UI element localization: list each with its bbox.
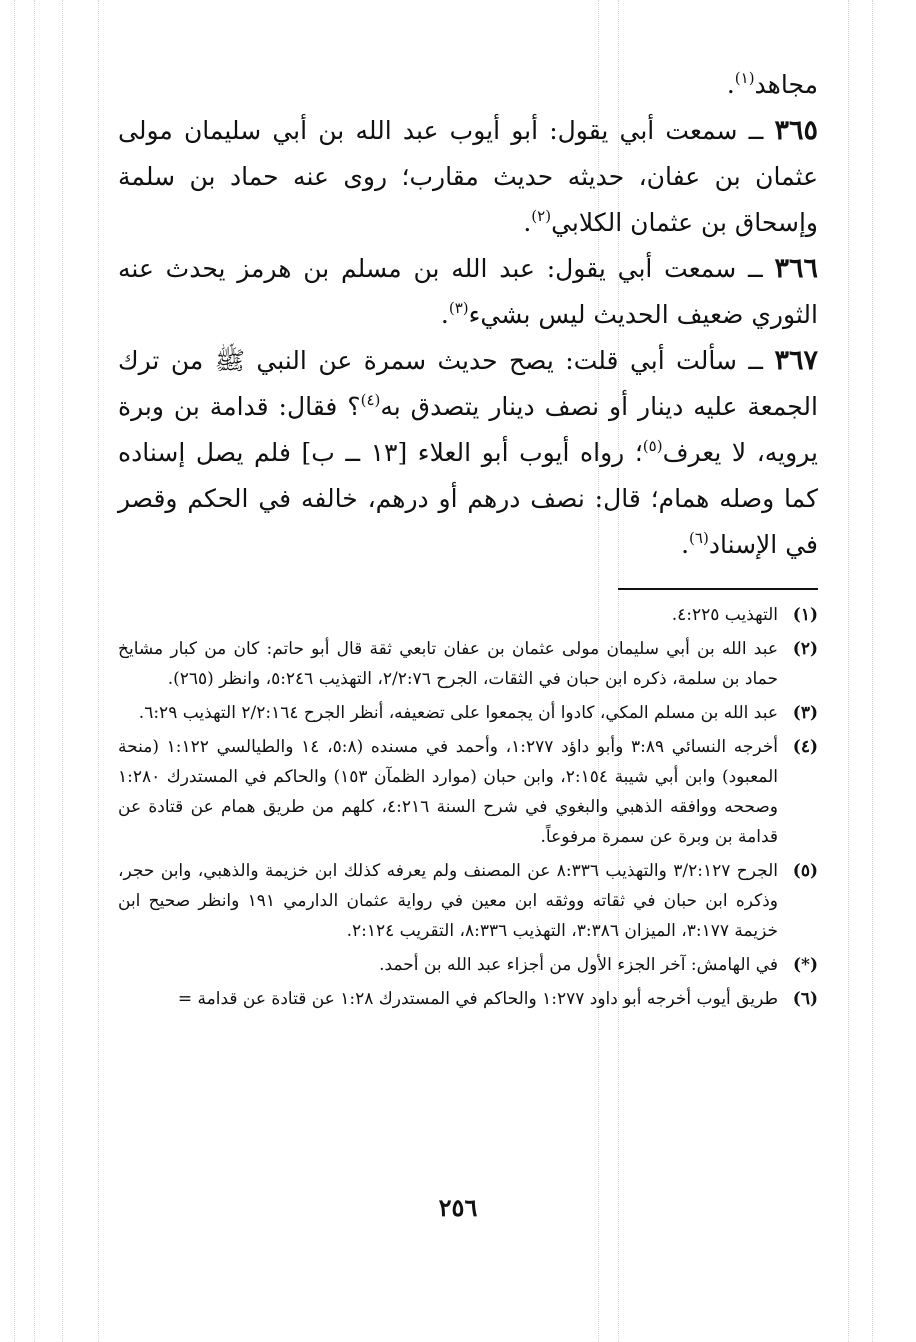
- footnote-mark: (٦): [792, 989, 818, 1009]
- entry-text: ــ سمعت أبي يقول: أبو أيوب عبد الله بن أبي سليمان مولى عثمان بن عفان، حديثه حديث مقارب؛ روى عنه حماد بن سلمة وإسحاق بن عثمان الكلابي: [118, 116, 818, 237]
- footnote-text: في الهامش: آخر الجزء الأول من أجزاء عبد الله بن أحمد.: [379, 955, 778, 975]
- footnote-mark: (٢): [792, 639, 818, 659]
- footnote-text: الجرح ٣/٢:١٢٧ والتهذيب ٨:٣٣٦ عن المصنف ولم يعرفه كذلك ابن خزيمة والذهبي، وابن حجر، وذكره ابن حبان في ثقاته ووثقه ابن معين في رواية عثمان الدارمي ١٩١ وانظر صحيح ابن خزيمة ٣:١٧٧، الميزان ٣:٣٨٦، التهذيب ٨:٣٣٦، التقريب ٢:١٢٤.: [118, 861, 779, 941]
- footnote-ref: (٥): [642, 437, 663, 455]
- footnote-ref: (٣): [448, 299, 469, 317]
- book-page: [118, 62, 818, 1018]
- entry-365: [118, 108, 818, 246]
- footnote-text: أخرجه النسائي ٣:٨٩ وأبو داؤد ١:٢٧٧، وأحمد في مسنده (٥:٨، ١٤ والطيالسي ١:١٢٢ (منحة المعبود) وابن أبي شيبة ٢:١٥٤، وابن حبان (موارد الظمآن ١٥٣) والحاكم في المستدرك ١:٢٨٠ وصححه ووافقه الذهبي والبغوي في شرح السنة ٤:٢١٦، كلهم من طريق همام عن قتادة عن قدامة بن وبرة عن سمرة مرفوعاً.: [118, 737, 778, 847]
- entry-366: [118, 246, 818, 338]
- footnote-text: طريق أيوب أخرجه أبو داود ١:٢٧٧ والحاكم في المستدرك ١:٢٨ عن قتادة عن قدامة =: [177, 989, 778, 1009]
- footnote-mark: (*): [793, 955, 818, 975]
- entry-text: ــ سمعت أبي يقول: عبد الله بن مسلم بن هرمز يحدث عنه الثوري ضعيف الحديث ليس بشيء: [118, 254, 818, 329]
- entry-number: ٣٦٧: [774, 345, 818, 376]
- footnote-ref: (٤): [360, 391, 381, 409]
- footnote-mark: (٣): [792, 703, 818, 723]
- footnote-text: عبد الله بن أبي سليمان مولى عثمان بن عفان تابعي ثقة قال أبو حاتم: كان من كبار مشايخ حماد بن سلمة، ذكره ابن حبان في الثقات، الجرح ٢/٢:٧٦، التهذيب ٥:٢٤٦، وانظر (٢٦٥).: [118, 639, 778, 689]
- scan-guide-line: [14, 0, 15, 1342]
- footnote: [118, 984, 818, 1014]
- entry-number: ٣٦٦: [774, 253, 818, 284]
- scan-guide-line: [34, 0, 35, 1342]
- intro-text: مجاهد: [754, 70, 818, 99]
- footnote: [118, 950, 818, 980]
- footnote: [118, 732, 818, 852]
- entry-text-part3: ؛ رواه أيوب أبو العلاء [١٣ ــ ب] فلم يصل إسناده كما وصله همام؛ قال: نصف درهم أو درهم، خالفه في الحكم وقصر في الإسناد: [118, 438, 818, 559]
- footnote-ref: (٢): [531, 207, 552, 225]
- entry-367: [118, 338, 818, 568]
- footnote-separator: [618, 588, 818, 590]
- footnote-mark: (١): [792, 605, 818, 625]
- intro-end: .: [726, 70, 735, 99]
- footnote-ref: (١): [734, 69, 755, 87]
- entry-end: .: [440, 300, 449, 329]
- entry-text-part1: ــ سألت أبي قلت: يصح حديث سمرة عن النبي ﷺ من ترك الجمعة عليه دينار أو نصف دينار يتصدق به: [118, 346, 818, 421]
- entry-number: ٣٦٥: [774, 115, 819, 146]
- footnotes: [118, 600, 818, 1014]
- footnote-text: عبد الله بن مسلم المكي، كادوا أن يجمعوا على تضعيفه، أنظر الجرح ٢/٢:١٦٤ التهذيب ٦:٢٩.: [138, 703, 778, 723]
- footnote: [118, 600, 818, 630]
- entry-end: .: [681, 530, 690, 559]
- footnote: [118, 634, 818, 694]
- footnote-mark: (٥): [792, 861, 818, 881]
- scan-guide-line: [98, 0, 99, 1342]
- footnote-ref: (٦): [689, 529, 709, 547]
- footnote-text: التهذيب ٤:٢٢٥.: [671, 605, 778, 625]
- entry-end: .: [523, 208, 532, 237]
- scan-guide-line: [872, 0, 873, 1342]
- intro-line: [118, 62, 818, 108]
- footnote: [118, 856, 818, 946]
- scan-guide-line: [848, 0, 849, 1342]
- scan-guide-line: [62, 0, 63, 1342]
- entry-text-part2: ؟ فقال: قدامة بن وبرة يرويه، لا يعرف: [118, 392, 818, 467]
- footnote: [118, 698, 818, 728]
- main-text: [118, 62, 818, 568]
- page-number: ٢٥٦: [438, 1193, 478, 1222]
- footnote-mark: (٤): [792, 737, 818, 757]
